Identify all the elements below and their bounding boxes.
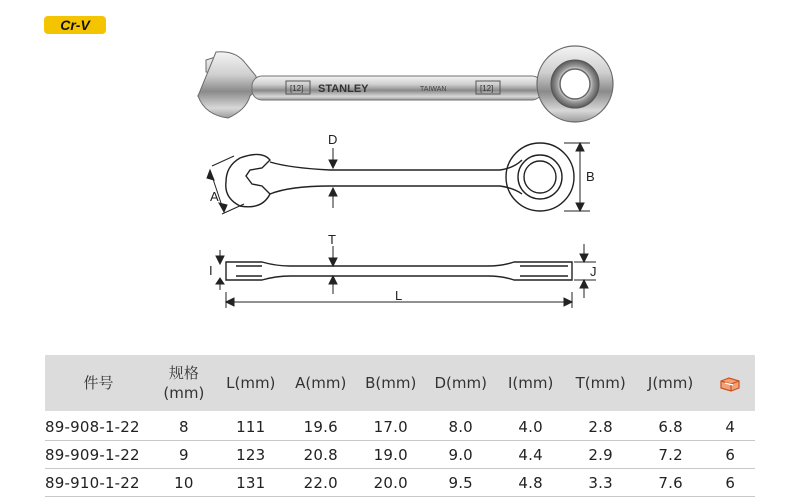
cell-I: 4.8 — [518, 473, 543, 492]
label-A: A — [210, 189, 219, 204]
cell-T: 2.9 — [588, 445, 613, 464]
cell-L: 111 — [236, 417, 266, 436]
cell-B: 20.0 — [373, 473, 408, 492]
label-J: J — [590, 264, 597, 279]
diagram-ring-end — [506, 143, 574, 211]
cell-D: 9.5 — [448, 473, 473, 492]
cell-I: 4.4 — [518, 445, 543, 464]
cell-J: 7.2 — [658, 445, 683, 464]
cell-L: 123 — [236, 445, 266, 464]
cell-part-no: 89-910-1-22 — [45, 473, 140, 492]
label-D: D — [328, 132, 338, 147]
cell-T: 3.3 — [588, 473, 613, 492]
label-T: T — [328, 232, 336, 247]
cell-J: 7.6 — [658, 473, 683, 492]
cell-spec: 9 — [179, 445, 189, 464]
cell-pack: 4 — [725, 417, 736, 436]
header-D: D(mm) — [434, 374, 487, 392]
header-pack — [706, 355, 755, 411]
label-B: B — [586, 169, 595, 184]
header-part-no: 件号 — [83, 374, 114, 392]
wrench-photo-size-right: [12] — [480, 84, 494, 93]
cell-B: 17.0 — [373, 417, 408, 436]
cell-L: 131 — [236, 473, 266, 492]
cell-D: 9.0 — [448, 445, 473, 464]
diagram-side-view — [226, 262, 572, 280]
wrench-photo-origin: TAIWAN — [420, 86, 447, 93]
package-icon — [719, 376, 741, 392]
cell-J: 6.8 — [658, 417, 683, 436]
cell-A: 19.6 — [303, 417, 338, 436]
wrench-photo-size-left: [12] — [290, 84, 304, 93]
table-header — [45, 355, 755, 411]
cell-pack: 6 — [725, 473, 736, 492]
label-L: L — [395, 288, 403, 303]
cell-A: 22.0 — [303, 473, 338, 492]
header-J: J(mm) — [647, 374, 694, 392]
cell-A: 20.8 — [303, 445, 338, 464]
cell-T: 2.8 — [588, 417, 613, 436]
header-spec — [152, 355, 216, 411]
cell-spec: 10 — [174, 473, 194, 492]
label-I: I — [209, 263, 213, 278]
cell-part-no: 89-908-1-22 — [45, 417, 140, 436]
header-I: I(mm) — [507, 374, 554, 392]
table-row — [45, 469, 755, 497]
cell-pack: 6 — [725, 445, 736, 464]
cell-D: 8.0 — [448, 417, 473, 436]
header-L: L(mm) — [226, 374, 276, 392]
cell-spec: 8 — [179, 417, 189, 436]
table-row — [45, 411, 755, 441]
header-spec-line2: (mm) — [163, 384, 205, 402]
cell-I: 4.0 — [518, 417, 543, 436]
header-T: T(mm) — [575, 374, 626, 392]
header-A: A(mm) — [295, 374, 347, 392]
diagram-open-end — [226, 154, 270, 206]
cell-B: 19.0 — [373, 445, 408, 464]
wrench-photo-brand: STANLEY — [318, 83, 369, 95]
table-row — [45, 441, 755, 469]
cr-v-badge: Cr-V — [44, 16, 106, 34]
cell-part-no: 89-909-1-22 — [45, 445, 140, 464]
header-spec-line1: 规格 — [168, 364, 199, 382]
spec-table — [45, 355, 755, 497]
header-B: B(mm) — [365, 374, 417, 392]
